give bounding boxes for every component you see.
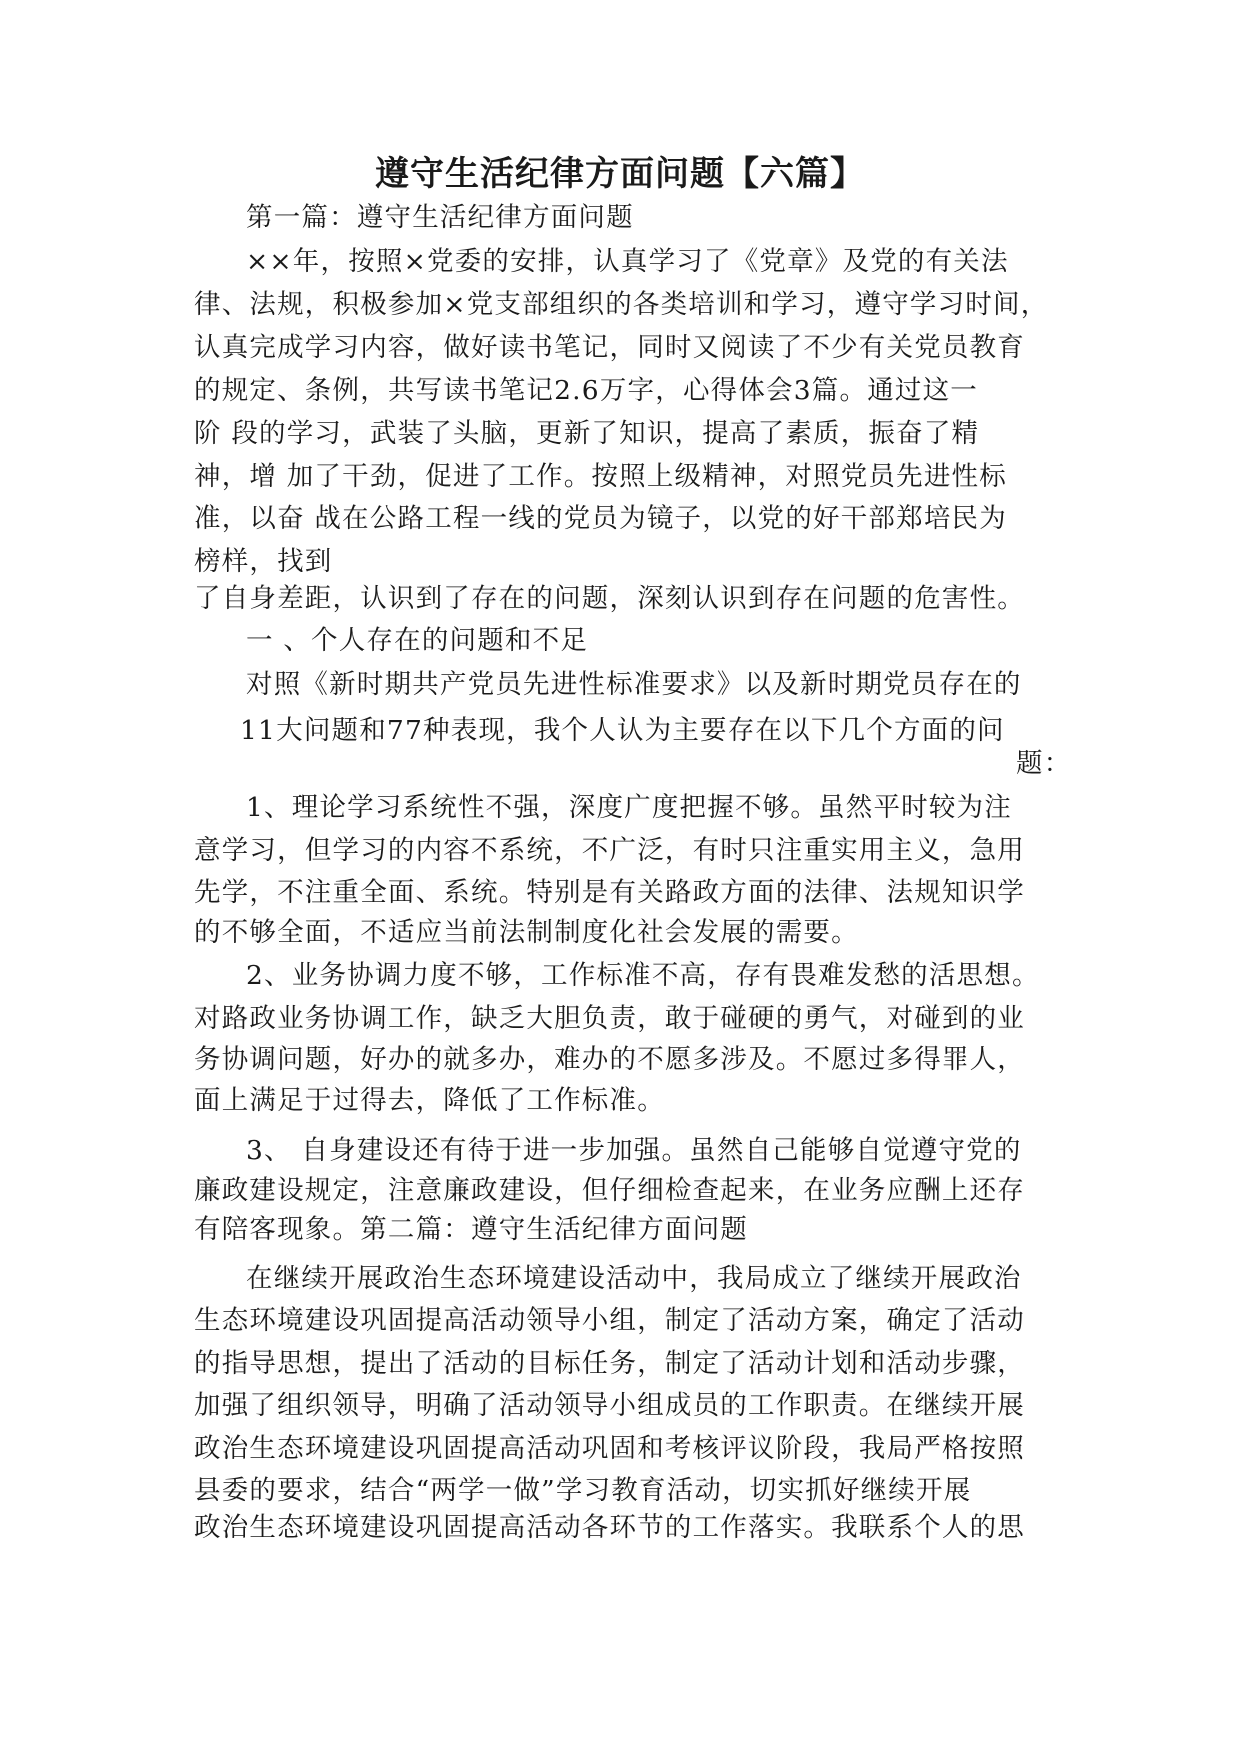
paragraph-line: 阶 段的学习，武装了头脑，更新了知识，提高了素质，振奋了精 xyxy=(194,418,980,449)
paragraph-line: 廉政建设规定，注意廉政建设，但仔细检查起来，在业务应酬上还存 xyxy=(194,1175,1025,1206)
paragraph-line: 1、理论学习系统性不强，深度广度把握不够。虽然平时较为注 xyxy=(246,792,1012,823)
paragraph-line: 意学习，但学习的内容不系统，不广泛，有时只注重实用主义，急用 xyxy=(194,835,1025,866)
paragraph-line: ××年，按照×党委的安排，认真学习了《党章》及党的有关法 xyxy=(246,246,1009,277)
paragraph-line: 题： xyxy=(1016,748,1072,779)
paragraph-line: 神，增 加了干劲，促进了工作。按照上级精神，对照党员先进性标 xyxy=(194,461,1007,492)
paragraph-line: 了自身差距，认识到了存在的问题，深刻认识到存在问题的危害性。 xyxy=(194,583,1025,614)
paragraph-line: 的规定、条例，共写读书笔记2.6万字，心得体会3篇。通过这一 xyxy=(194,375,979,406)
paragraph-line: 对照《新时期共产党员先进性标准要求》以及新时期党员存在的 xyxy=(246,669,1022,700)
paragraph-line: 生态环境建设巩固提高活动领导小组，制定了活动方案，确定了活动 xyxy=(194,1305,1025,1336)
paragraph-line: 县委的要求，结合“两学一做”学习教育活动，切实抓好继续开展 xyxy=(194,1475,972,1506)
paragraph-line: 务协调问题，好办的就多办，难办的不愿多涉及。不愿过多得罪人， xyxy=(194,1044,1025,1075)
paragraph-line: 11大问题和77种表现，我个人认为主要存在以下几个方面的问 xyxy=(240,715,1005,746)
paragraph-line: 的不够全面，不适应当前法制制度化社会发展的需要。 xyxy=(194,917,859,948)
paragraph-line: 政治生态环境建设巩固提高活动巩固和考核评议阶段，我局严格按照 xyxy=(194,1433,1025,1464)
paragraph-line: 3、 自身建设还有待于进一步加强。虽然自己能够自觉遵守党的 xyxy=(246,1135,1022,1166)
paragraph-line: 律、法规，积极参加×党支部组织的各类培训和学习，遵守学习时间， xyxy=(194,289,1049,320)
section-heading: 一 、个人存在的问题和不足 xyxy=(246,625,589,656)
paragraph-line: 政治生态环境建设巩固提高活动各环节的工作落实。我联系个人的思 xyxy=(194,1512,1025,1543)
paragraph-line: 认真完成学习内容，做好读书笔记，同时又阅读了不少有关党员教育 xyxy=(194,332,1025,363)
paragraph-line: 面上满足于过得去，降低了工作标准。 xyxy=(194,1085,665,1116)
paragraph-line: 加强了组织领导，明确了活动领导小组成员的工作职责。在继续开展 xyxy=(194,1390,1025,1421)
paragraph-line: 先学，不注重全面、系统。特别是有关路政方面的法律、法规知识学 xyxy=(194,877,1025,908)
document-title: 遵守生活纪律方面问题【六篇】 xyxy=(375,154,865,194)
paragraph-line: 2、业务协调力度不够，工作标准不高，存有畏难发愁的活思想。 xyxy=(246,960,1040,991)
paragraph-line: 榜样，找到 xyxy=(194,546,333,577)
paragraph-line: 准，以奋 战在公路工程一线的党员为镜子，以党的好干部郑培民为 xyxy=(194,503,1007,534)
paragraph-line: 的指导思想，提出了活动的目标任务，制定了活动计划和活动步骤， xyxy=(194,1348,1025,1379)
section-heading: 第一篇：遵守生活纪律方面问题 xyxy=(246,202,634,233)
paragraph-line: 对路政业务协调工作，缺乏大胆负责，敢于碰硬的勇气，对碰到的业 xyxy=(194,1003,1025,1034)
paragraph-line: 有陪客现象。第二篇：遵守生活纪律方面问题 xyxy=(194,1214,748,1245)
paragraph-line: 在继续开展政治生态环境建设活动中，我局成立了继续开展政治 xyxy=(246,1263,1022,1294)
